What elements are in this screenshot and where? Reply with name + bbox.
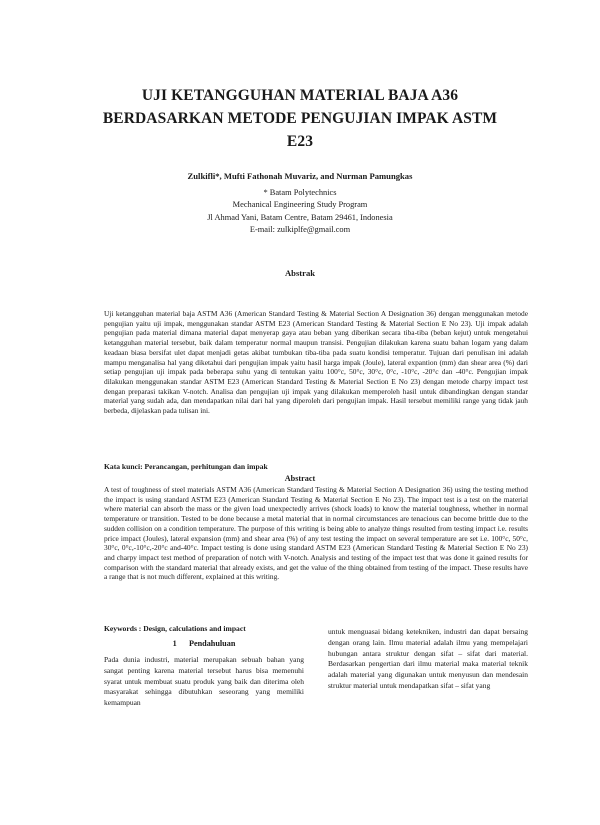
affiliation-program: Mechanical Engineering Study Program <box>232 200 368 210</box>
title-line: BERDASARKAN METODE PENGUJIAN IMPAK ASTM <box>102 110 498 127</box>
body-column-right: untuk menguasai bidang ketekniken, industri dan dapat bersaing dengan orang lain. Ilmu material adalah ilmu yang mempelajari hubungan antara struktur dengan sifat – sifat dari material. Berdasarkan pengertian dari ilmu material maka material teknik adalah material yang digunakan untuk menyusun dan mendesain struktur material untuk mendapatkan sifat – sifat yang <box>328 627 528 690</box>
title-line: UJI KETANGGUHAN MATERIAL BAJA A36 <box>141 87 459 104</box>
abstrak-heading: Abstrak <box>284 268 316 278</box>
abstract-body: A test of toughness of steel materials ASTM A36 (American Standard Testing & Material Section A Designation 36) using the testing method the impact is using standard ASTM E23 (American Standard Testing & Material Section E No 23). The impact test is a test on the material where material can absorb the mass or the given load unexpectedly arrives (shock loads) to know the material toughness, whether in normal temperature or transition. Tested to be done because a metal material that in normal circumstances are tenacious can become brittle due to the sudden collision on a condition temperature. The purpose of this writing is being able to analyze things resulted from testing impact i.e. results price impact (Joules), lateral expansion (mm) and shear area (%) of any test testing the impact on several temperature are set i.e. 100°c, 50°c, 30°c, 0°c,-10°c,-20°c and-40°c. Impact testing is done using standard ASTM E23 (American Standard Testing & Material Section E No 23) and charpy impact test method of preparation of notch with V-notch. Analysis and testing of the impact test that was done it gained results for comparison with the standard material that already exists, and get the value of the thing obtained from testing of the impact. These results have a range that is not much different, explained at this writing. <box>104 485 528 582</box>
abstrak-body: Uji ketangguhan material baja ASTM A36 (American Standard Testing & Material Section A Designation 36) dengan menggunakan metode pengujian yaitu uji impak, menggunakan standar ASTM E23 (American Standard Testing & Material Section E No 23). Uji impak adalah pengujian pada material dimana material dapat menyerap gaya atau beban yang diberikan secara tiba-tiba (beban kejut) untuk mengetahui ketangguhan material tersebut, baik dalam temperatur normal maupun transisi. Pengujian dilakukan karena suatu bahan logam yang dalam keadaan biasa bersifat ulet dapat menjadi getas akibat tumbukan tiba-tiba pada suatu kondisi temperatur. Tujuan dari penulisan ini adalah mampu menganalisa hal yang diketahui dari pengujian impak yaitu hasil harga impak (Joule), lateral expantion (mm) dan shear area (%) dari setiap pengujian uji impak pada beberapa suhu yang di tentukan yaitu 100°c, 50°c, 30°c, 0°c, -10°c, -20°c dan -40°c. Pengujian impak dilakukan menggunakan standar ASTM E23 (American Standard Testing & Material Section E No 23) dengan metode charpy impact test dengan preparasi takikan V-notch. Analisa dan pengujian uji impak yang dilakukan memperoleh hasil untuk dibandingkan dengan standar material yang sudah ada, dan mendapatkan nilai dari hal yang diperoleh dari pengujian impak. Hasil tersebut memiliki range yang tidak jauh berbeda, dijelaskan pada tulisan ini. <box>104 309 528 416</box>
affiliation-email: E-mail: zulkiplfe@gmail.com <box>249 225 351 235</box>
body-column-left: Pada dunia industri, material merupakan sebuah bahan yang sangat penting karena material tersebut harus bisa memenuhi syarat untuk membuat suatu produk yang baik dan diterima oleh masyarakat sehingga dibutuhkan seseorang yang memiliki kemampuan <box>104 655 304 708</box>
kata-kunci: Kata kunci: Perancangan, perhitungan dan impak <box>104 462 268 471</box>
author-list: Zulkifli*, Mufti Fathonah Muvariz, and Nurman Pamungkas <box>187 171 413 181</box>
abstract-heading: Abstract <box>284 474 316 483</box>
title-line: E23 <box>286 133 314 150</box>
keywords: Keywords : Design, calculations and impact <box>104 624 246 633</box>
affiliation-institution: * Batam Polytechnics <box>263 188 337 197</box>
affiliation-block <box>100 187 500 237</box>
affiliation-address: Jl Ahmad Yani, Batam Centre, Batam 29461, Indonesia <box>207 212 393 222</box>
paper-title <box>70 84 530 153</box>
section-heading-pendahuluan: 1 Pendahuluan <box>172 639 236 648</box>
